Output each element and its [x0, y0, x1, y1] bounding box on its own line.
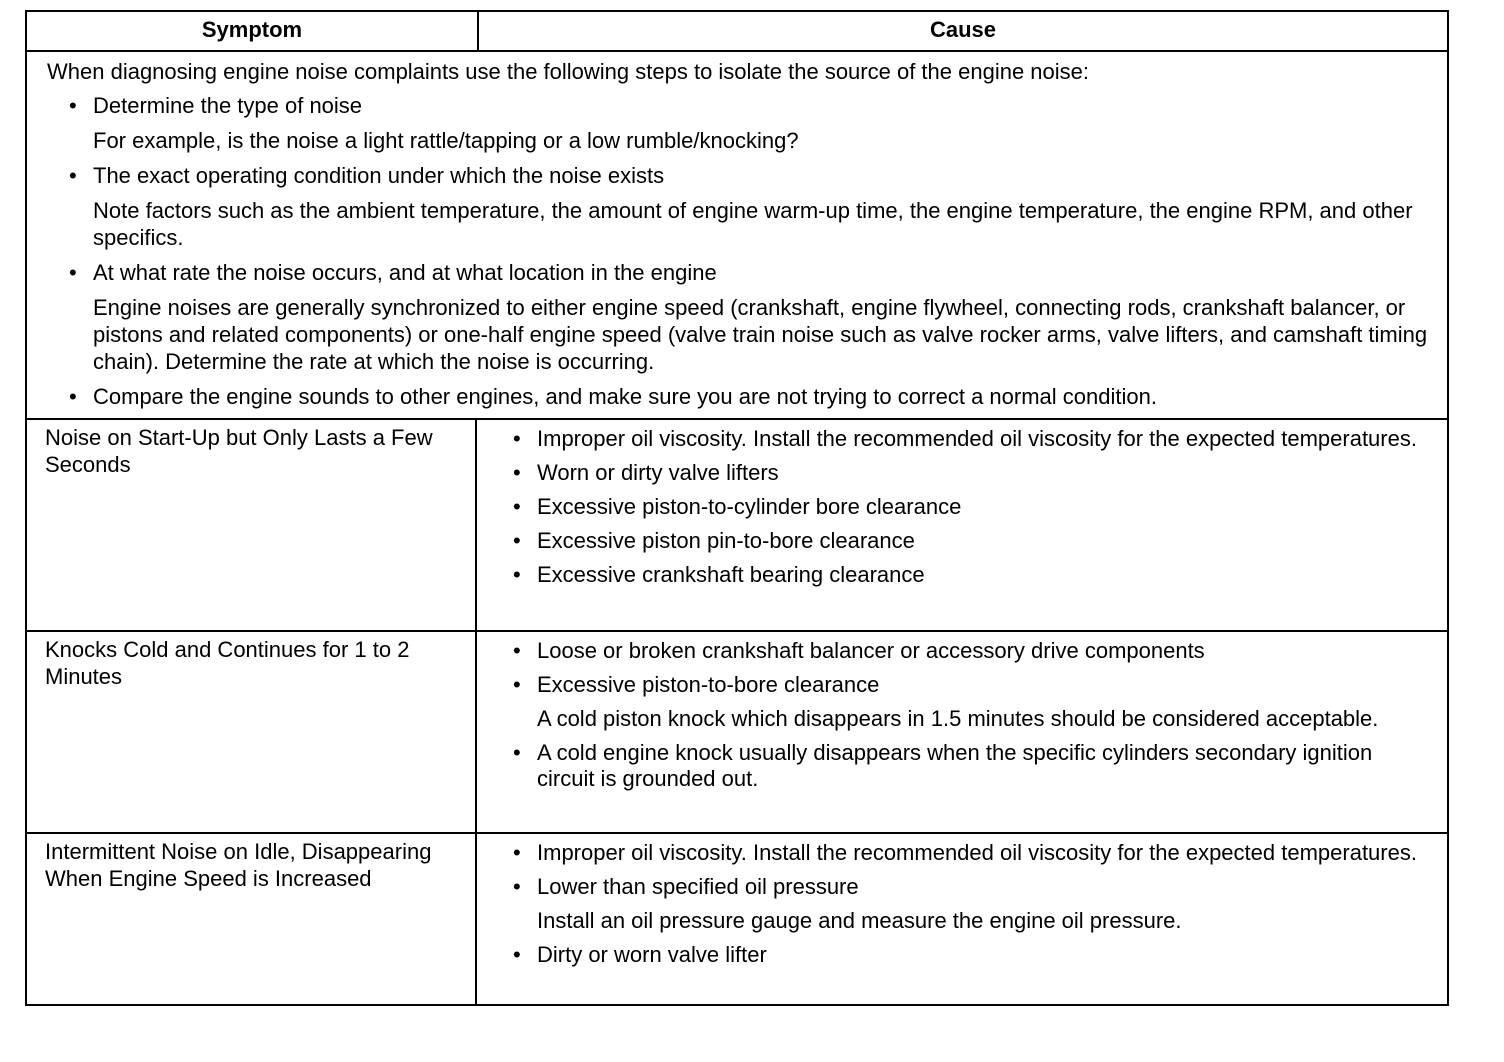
cause-item [509, 638, 1431, 664]
cause-text: Loose or broken crankshaft balancer or accessory drive components [537, 638, 1205, 663]
bullet-icon: • [513, 426, 521, 451]
bullet-icon: • [69, 384, 77, 409]
bullet-icon: • [69, 163, 77, 188]
intro-step-text: Compare the engine sounds to other engines, and make sure you are not trying to correct a normal condition. [93, 384, 1157, 409]
table-row [27, 834, 1447, 1004]
symptom-cell: Noise on Start-Up but Only Lasts a Few Seconds [27, 420, 477, 630]
cause-item [509, 494, 1431, 520]
bullet-icon: • [513, 638, 521, 663]
cause-item [509, 840, 1431, 866]
cause-item [509, 528, 1431, 554]
cause-item [509, 874, 1431, 934]
bullet-icon: • [513, 942, 521, 967]
cause-item [509, 562, 1431, 588]
cause-text: Excessive piston pin-to-bore clearance [537, 528, 915, 553]
cause-item [509, 740, 1431, 792]
cause-list [509, 426, 1431, 588]
cause-item [509, 460, 1431, 486]
cause-cell [477, 834, 1447, 1004]
bullet-icon: • [69, 93, 77, 118]
intro-step [47, 383, 1431, 410]
cause-text: Improper oil viscosity. Install the recommended oil viscosity for the expected temperatures. [537, 426, 1417, 451]
bullet-icon: • [513, 562, 521, 587]
cause-list [509, 638, 1431, 792]
cause-note: Install an oil pressure gauge and measure the engine oil pressure. [537, 908, 1182, 933]
bullet-icon: • [513, 740, 521, 765]
intro-step-note: Engine noises are generally synchronized to either engine speed (crankshaft, engine flywheel, connecting rods, crankshaft balancer, or pistons and related components) or one-half engine speed (valve train noise such as valve rocker arms, valve lifters, and camshaft timing chain). Determine the rate at which the noise is occurring. [93, 295, 1428, 374]
cause-text: Dirty or worn valve lifter [537, 942, 767, 967]
symptom-cell: Knocks Cold and Continues for 1 to 2 Minutes [27, 632, 477, 832]
cause-item [509, 426, 1431, 452]
bullet-icon: • [513, 672, 521, 697]
cause-text: Excessive piston-to-cylinder bore clearance [537, 494, 962, 519]
table-header [27, 12, 1447, 52]
cause-cell [477, 632, 1447, 832]
intro-step-note: For example, is the noise a light rattle/tapping or a low rumble/knocking? [93, 128, 799, 153]
intro-step [47, 259, 1431, 375]
cause-text: A cold engine knock usually disappears when the specific cylinders secondary ignition circuit is grounded out. [537, 740, 1373, 791]
bullet-icon: • [513, 528, 521, 553]
intro-step-text: At what rate the noise occurs, and at what location in the engine [93, 260, 717, 285]
intro-lead: When diagnosing engine noise complaints use the following steps to isolate the source of the engine noise: [47, 59, 1090, 84]
cause-item [509, 942, 1431, 968]
bullet-icon: • [513, 874, 521, 899]
table-row [27, 632, 1447, 834]
cause-cell [477, 420, 1447, 630]
cause-text: Worn or dirty valve lifters [537, 460, 779, 485]
bullet-icon: • [69, 260, 77, 285]
intro-step-text: The exact operating condition under which the noise exists [93, 163, 665, 188]
intro-step-text: Determine the type of noise [93, 93, 363, 118]
intro-step [47, 92, 1431, 154]
cause-item [509, 672, 1431, 732]
cause-column-header: Cause [929, 17, 997, 42]
diagnosis-intro [27, 52, 1447, 420]
symptom-cell: Intermittent Noise on Idle, Disappearing When Engine Speed is Increased [27, 834, 477, 1004]
cause-text: Improper oil viscosity. Install the recommended oil viscosity for the expected temperatures. [537, 840, 1417, 865]
cause-text: Excessive piston-to-bore clearance [537, 672, 880, 697]
intro-step [47, 162, 1431, 251]
cause-list [509, 840, 1431, 968]
table-row [27, 420, 1447, 632]
engine-noise-table [25, 10, 1449, 1006]
intro-steps [47, 92, 1431, 410]
cause-note: A cold piston knock which disappears in 1.5 minutes should be considered acceptable. [537, 706, 1379, 731]
bullet-icon: • [513, 494, 521, 519]
bullet-icon: • [513, 840, 521, 865]
bullet-icon: • [513, 460, 521, 485]
symptom-column-header: Symptom [27, 12, 479, 50]
cause-text: Lower than specified oil pressure [537, 874, 859, 899]
cause-text: Excessive crankshaft bearing clearance [537, 562, 925, 587]
intro-step-note: Note factors such as the ambient temperature, the amount of engine warm-up time, the engine temperature, the engine RPM, and other specifics. [93, 198, 1413, 250]
